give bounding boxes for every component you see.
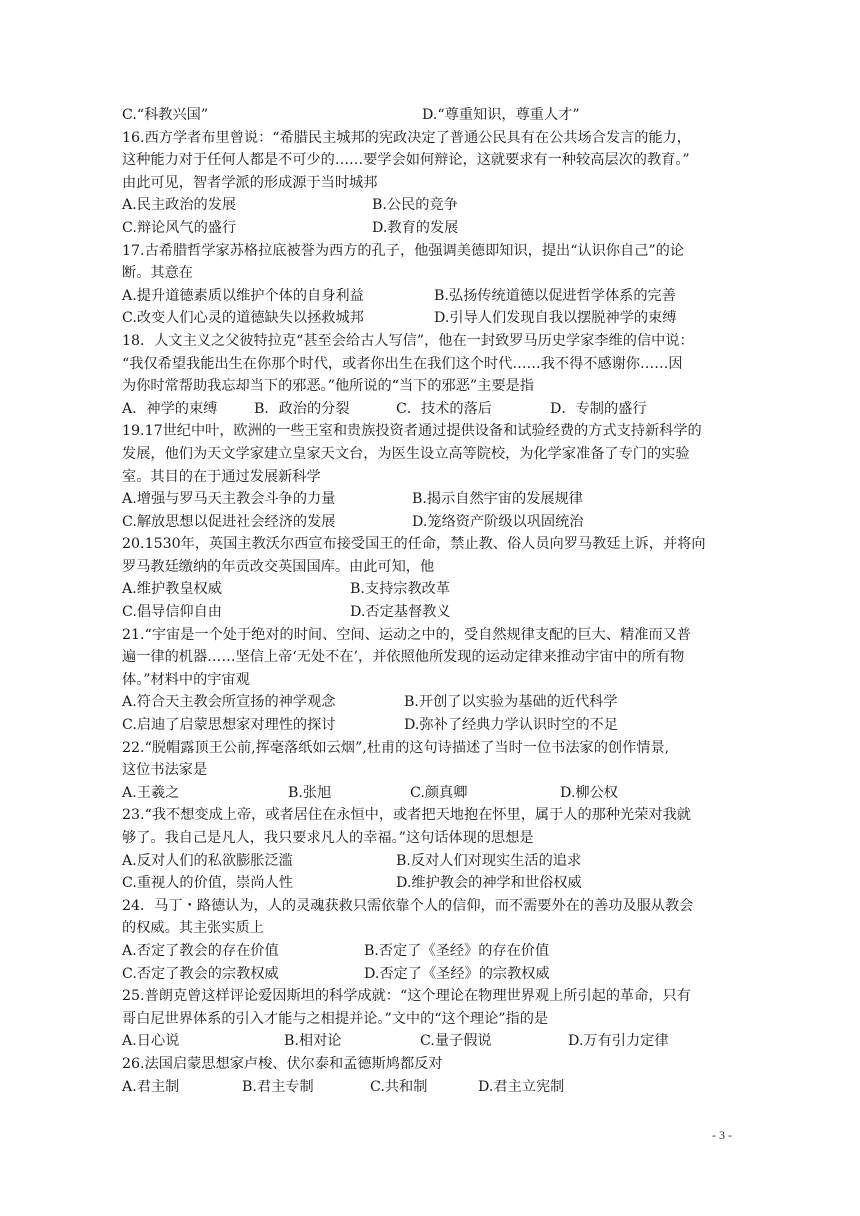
page-number: - 3 - <box>712 1128 732 1142</box>
option-row <box>122 511 742 534</box>
option-b[interactable]: B.君主专制 <box>242 1078 314 1095</box>
question-q25 <box>122 985 742 1053</box>
question-text-line: 17.古希腊哲学家苏格拉底被誉为西方的孔子，他强调美德即知识，提出“认识你自己”的论 <box>122 242 685 259</box>
option-c[interactable]: C.量子假说 <box>420 1033 492 1050</box>
option-b[interactable]: B.张旭 <box>288 784 332 801</box>
question-list <box>122 104 742 1098</box>
question-text-line: 21.“宇宙是一个处于绝对的时间、空间、运动之中的，受自然规律支配的巨大、精准而又普 <box>122 626 691 643</box>
option-d[interactable]: D.否定了《圣经》的宗教权威 <box>364 965 550 982</box>
option-row <box>122 398 742 421</box>
option-d[interactable]: D.笼络资产阶级以巩固统治 <box>412 513 584 530</box>
option-b[interactable]: B.开创了以实验为基础的近代科学 <box>404 694 618 711</box>
question-text-line: 18．人文主义之父彼特拉克“甚至会给古人写信”，他在一封致罗马历史学家李维的信中说： <box>122 332 694 349</box>
option-row <box>122 714 742 737</box>
question-q20 <box>122 533 742 623</box>
option-b[interactable]: B.反对人们对现实生活的追求 <box>396 852 582 869</box>
option-row <box>122 940 742 963</box>
question-q26 <box>122 1053 742 1098</box>
question-text-line: 发展，他们为天文学家建立皇家天文台，为医生设立高等院校，为化学家准备了专门的实验 <box>122 445 690 462</box>
question-text-line: 26.法国启蒙思想家卢梭、伏尔泰和孟德斯鸠都反对 <box>122 1055 443 1072</box>
option-b[interactable]: B．政治的分裂 <box>254 400 350 417</box>
option-d[interactable]: D．专制的盛行 <box>550 400 647 417</box>
option-a[interactable]: A.反对人们的私欲膨胀泛滥 <box>122 852 293 869</box>
option-a[interactable]: A．神学的束缚 <box>122 400 218 417</box>
question-text-line: 室。其目的在于通过发展新科学 <box>122 468 321 485</box>
option-row <box>122 194 742 217</box>
question-text-line: 的权威。其主张实质上 <box>122 920 264 937</box>
option-row <box>122 488 742 511</box>
question-text-line: 体。”材料中的宇宙观 <box>122 671 250 688</box>
option-row <box>122 601 742 624</box>
option-b[interactable]: B.否定了《圣经》的存在价值 <box>364 942 550 959</box>
question-text-line: 24．马丁・路德认为，人的灵魂获救只需依靠个人的信仰，而不需要外在的善功及服从教会 <box>122 897 694 914</box>
option-d[interactable]: D.否定基督教义 <box>350 604 451 621</box>
question-q22 <box>122 737 742 805</box>
question-text-line: 罗马教廷缴纳的年贡改交英国国库。由此可知，他 <box>122 558 435 575</box>
question-q17 <box>122 240 742 330</box>
option-c[interactable]: C.重视人的价值，崇尚人性 <box>122 875 293 892</box>
option-c[interactable]: C.启迪了启蒙思想家对理性的探讨 <box>122 717 336 734</box>
option-row <box>122 1030 742 1053</box>
question-text-line: “我仅希望我能出生在你那个时代，或者你出生在我们这个时代……我不得不感谢你……因 <box>122 355 683 372</box>
question-text-line: 断。其意在 <box>122 265 193 282</box>
option-d: D.“尊重知识，尊重人才” <box>422 107 580 123</box>
option-row <box>122 782 742 805</box>
option-row <box>122 850 742 873</box>
option-c[interactable]: C.辩论风气的盛行 <box>122 219 237 236</box>
question-text-line: 22.“脱帽露顶王公前,挥毫落纸如云烟”,杜甫的这句诗描述了当时一位书法家的创作情景, <box>122 739 670 756</box>
question-text-line: 遍一律的机器……坚信上帝‘无处不在’，并依照他所发现的运动定律来推动宇宙中的所有物 <box>122 649 685 666</box>
question-text-line: 19.17世纪中叶，欧洲的一些王室和贵族投资者通过提供设备和试验经费的方式支持新科学的 <box>122 423 702 440</box>
option-d[interactable]: D.教育的发展 <box>372 219 459 236</box>
option-b[interactable]: B.相对论 <box>284 1033 342 1050</box>
lead-option-row <box>122 104 742 127</box>
option-a[interactable]: A.维护教皇权威 <box>122 581 222 598</box>
option-b[interactable]: B.弘扬传统道德以促进哲学体系的完善 <box>434 287 676 304</box>
option-d[interactable]: D.柳公权 <box>560 784 618 801</box>
question-q23 <box>122 804 742 894</box>
option-row <box>122 691 742 714</box>
option-a[interactable]: A.提升道德素质以维护个体的自身利益 <box>122 287 364 304</box>
question-text-line: 23.“我不想变成上帝，或者居住在永恒中，或者把天地抱在怀里，属于人的那种光荣对我就 <box>122 807 691 824</box>
option-row <box>122 307 742 330</box>
option-c[interactable]: C.倡导信仰自由 <box>122 604 222 621</box>
option-c[interactable]: C.解放思想以促进社会经济的发展 <box>122 513 336 530</box>
option-c[interactable]: C.否定了教会的宗教权威 <box>122 965 279 982</box>
question-text-line: 够了。我自己是凡人，我只要求凡人的幸福。”这句话体现的思想是 <box>122 830 534 846</box>
option-d[interactable]: D.维护教会的神学和世俗权威 <box>396 875 582 892</box>
option-row <box>122 963 742 986</box>
option-c[interactable]: C.共和制 <box>370 1078 428 1095</box>
option-c: C.“科教兴国” <box>122 107 209 123</box>
question-q18 <box>122 330 742 420</box>
question-q19 <box>122 420 742 533</box>
question-text-line: 16.西方学者布里曾说：“希腊民主城邦的宪政决定了普通公民具有在公共场合发言的能力， <box>122 129 691 146</box>
question-text-line: 由此可见，智者学派的形成源于当时城邦 <box>122 174 378 191</box>
option-row <box>122 1076 742 1099</box>
question-text-line: 为你时常帮助我忘却当下的邪恶。”他所说的“当下的邪恶”主要是指 <box>122 378 534 395</box>
option-c[interactable]: C.改变人们心灵的道德缺失以拯救城邦 <box>122 310 364 327</box>
question-text-line: 哥白尼世界体系的引入才能与之相提并论。”文中的“这个理论”指的是 <box>122 1010 549 1027</box>
option-d[interactable]: D.引导人们发现自我以摆脱神学的束缚 <box>434 310 677 327</box>
question-text-line: 20.1530年，英国主教沃尔西宣布接受国王的任命，禁止教、俗人员向罗马教廷上诉，并将向 <box>122 536 706 553</box>
question-text-line: 这位书法家是 <box>122 762 208 779</box>
option-a[interactable]: A.否定了教会的存在价值 <box>122 942 279 959</box>
option-b[interactable]: B.支持宗教改革 <box>350 581 451 598</box>
option-row <box>122 578 742 601</box>
option-row <box>122 285 742 308</box>
option-d[interactable]: D.弥补了经典力学认识时空的不足 <box>404 717 619 734</box>
question-text-line: 这种能力对于任何人都是不可少的……要学会如何辩论，这就要求有一种较高层次的教育。” <box>122 152 690 169</box>
option-a[interactable]: A.王羲之 <box>122 784 180 801</box>
question-q21 <box>122 624 742 737</box>
question-text-line: 25.普朗克曾这样评论爱因斯坦的科学成就：“这个理论在物理世界观上所引起的革命，只有 <box>122 988 691 1005</box>
option-a[interactable]: A.增强与罗马天主教会斗争的力量 <box>122 491 336 508</box>
option-a[interactable]: A.符合天主教会所宣扬的神学观念 <box>122 694 336 711</box>
option-a[interactable]: A.民主政治的发展 <box>122 197 237 214</box>
option-c[interactable]: C.颜真卿 <box>410 784 468 801</box>
question-q16 <box>122 127 742 240</box>
option-a[interactable]: A.日心说 <box>122 1033 180 1050</box>
option-row <box>122 217 742 240</box>
option-d[interactable]: D.君主立宪制 <box>478 1078 565 1095</box>
option-d[interactable]: D.万有引力定律 <box>568 1033 669 1050</box>
option-a[interactable]: A.君主制 <box>122 1078 180 1095</box>
option-row <box>122 872 742 895</box>
option-c[interactable]: C．技术的落后 <box>396 400 492 417</box>
option-b[interactable]: B.公民的竞争 <box>372 197 458 214</box>
question-q24 <box>122 895 742 985</box>
option-b[interactable]: B.揭示自然宇宙的发展规律 <box>412 491 583 508</box>
